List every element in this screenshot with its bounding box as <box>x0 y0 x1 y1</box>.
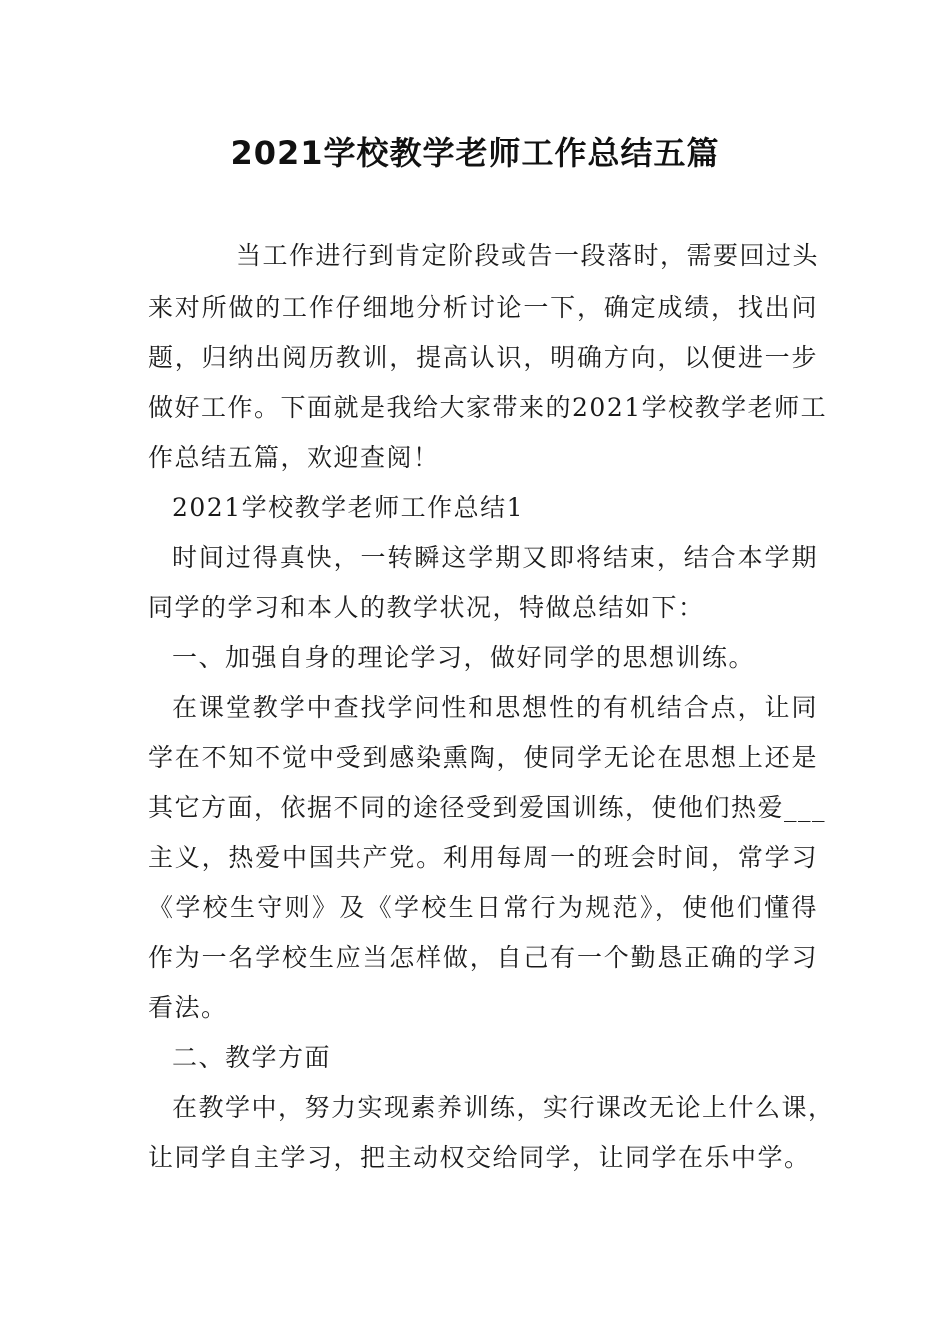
paragraph-line: 作为一名学校生应当怎样做，自己有一个勤恳正确的学习 <box>148 943 818 972</box>
paragraph-line: 主义，热爱中国共产党。利用每周一的班会时间，常学习 <box>148 843 818 872</box>
paragraph-line: 做好工作。下面就是我给大家带来的2021学校教学老师工 <box>148 393 828 422</box>
paragraph-line: 在课堂教学中查找学问性和思想性的有机结合点，让同 <box>172 693 818 722</box>
document-title: 2021学校教学老师工作总结五篇 <box>230 134 720 172</box>
paragraph-line: 题，归纳出阅历教训，提高认识，明确方向，以便进一步 <box>148 343 818 372</box>
paragraph-line: 当工作进行到肯定阶段或告一段落时，需要回过头 <box>236 241 820 270</box>
paragraph-line: 时间过得真快，一转瞬这学期又即将结束，结合本学期 <box>172 543 818 572</box>
paragraph-line: 作总结五篇，欢迎查阅！ <box>148 443 440 472</box>
paragraph-line: 来对所做的工作仔细地分析讨论一下，确定成绩，找出问 <box>148 293 818 322</box>
paragraph-line: 同学的学习和本人的教学状况，特做总结如下： <box>148 593 705 622</box>
paragraph-line: 其它方面，依据不同的途径受到爱国训练，使他们热爱___ <box>148 793 827 822</box>
paragraph-line: 学在不知不觉中受到感染熏陶，使同学无论在思想上还是 <box>148 743 818 772</box>
paragraph-line: 看法。 <box>148 993 228 1022</box>
paragraph-line: 《学校生守则》及《学校生日常行为规范》，使他们懂得 <box>148 893 818 922</box>
section-heading: 2021学校教学老师工作总结1 <box>172 493 525 522</box>
paragraph-line: 让同学自主学习，把主动权交给同学，让同学在乐中学。 <box>148 1143 811 1172</box>
paragraph-line: 在教学中，努力实现素养训练，实行课改无论上什么课， <box>172 1093 835 1122</box>
section-heading: 二、教学方面 <box>172 1043 332 1072</box>
section-heading: 一、加强自身的理论学习，做好同学的思想训练。 <box>172 643 756 672</box>
